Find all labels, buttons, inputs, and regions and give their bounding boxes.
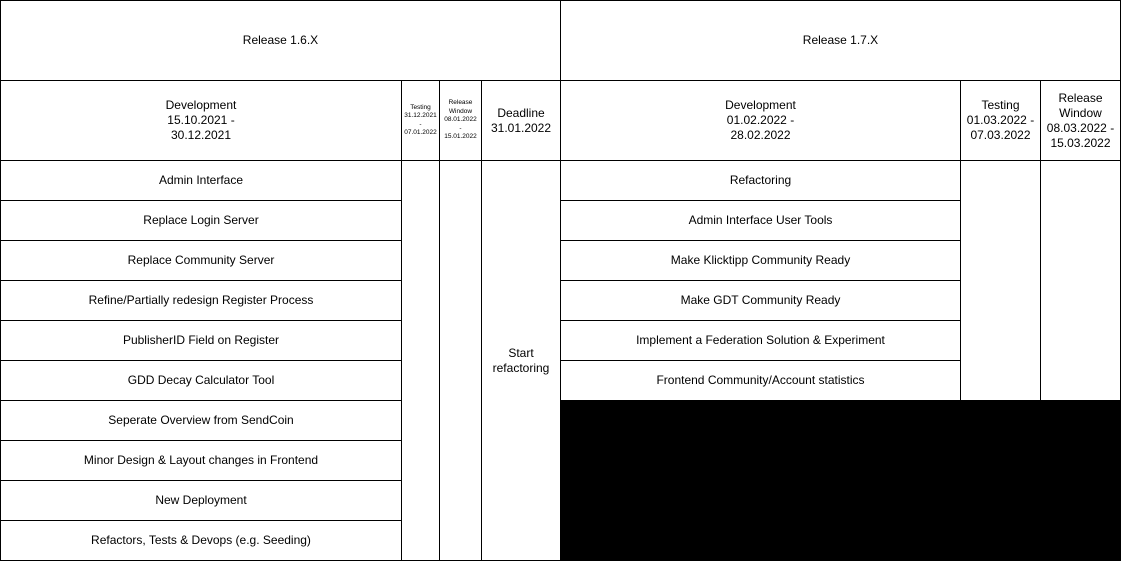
task-row: Replace Community Server: [0, 240, 401, 280]
task-row: Seperate Overview from SendCoin: [0, 400, 401, 440]
task-row: Implement a Federation Solution & Experiment: [560, 320, 960, 360]
release-16-release-window-column: [439, 160, 481, 560]
release-16-testing-header: Testing 31.12.2021 - 07.01.2022: [401, 80, 439, 160]
release-16-release-window-header: Release Window 08.01.2022 - 15.01.2022: [439, 80, 481, 160]
task-row: Refactoring: [560, 160, 960, 200]
task-row: Refine/Partially redesign Register Process: [0, 280, 401, 320]
task-row: Admin Interface User Tools: [560, 200, 960, 240]
release-16-deadline-header: Deadline 31.01.2022: [481, 80, 560, 160]
task-row: Make Klicktipp Community Ready: [560, 240, 960, 280]
task-row: Refactors, Tests & Devops (e.g. Seeding): [0, 520, 401, 560]
start-refactoring-note: Start refactoring: [481, 160, 560, 560]
task-row: Minor Design & Layout changes in Frontend: [0, 440, 401, 480]
release-16-testing-column: [401, 160, 439, 560]
task-row: Admin Interface: [0, 160, 401, 200]
release-17-testing-column: [960, 160, 1040, 400]
task-row: PublisherID Field on Register: [0, 320, 401, 360]
release-17-title-cell: Release 1.7.X: [560, 0, 1120, 80]
release-17-testing-header: Testing 01.03.2022 - 07.03.2022: [960, 80, 1040, 160]
release-16-title-cell: Release 1.6.X: [0, 0, 560, 80]
release-17-development-header: Development 01.02.2022 - 28.02.2022: [560, 80, 960, 160]
task-row: Make GDT Community Ready: [560, 280, 960, 320]
release-16-development-header: Development 15.10.2021 - 30.12.2021: [0, 80, 401, 160]
release-17-release-window-column: [1040, 160, 1120, 400]
release-17-release-window-header: Release Window 08.03.2022 - 15.03.2022: [1040, 80, 1120, 160]
task-row: Replace Login Server: [0, 200, 401, 240]
task-row: Frontend Community/Account statistics: [560, 360, 960, 400]
task-row: GDD Decay Calculator Tool: [0, 360, 401, 400]
task-row: New Deployment: [0, 480, 401, 520]
redacted-block: [560, 400, 1120, 560]
